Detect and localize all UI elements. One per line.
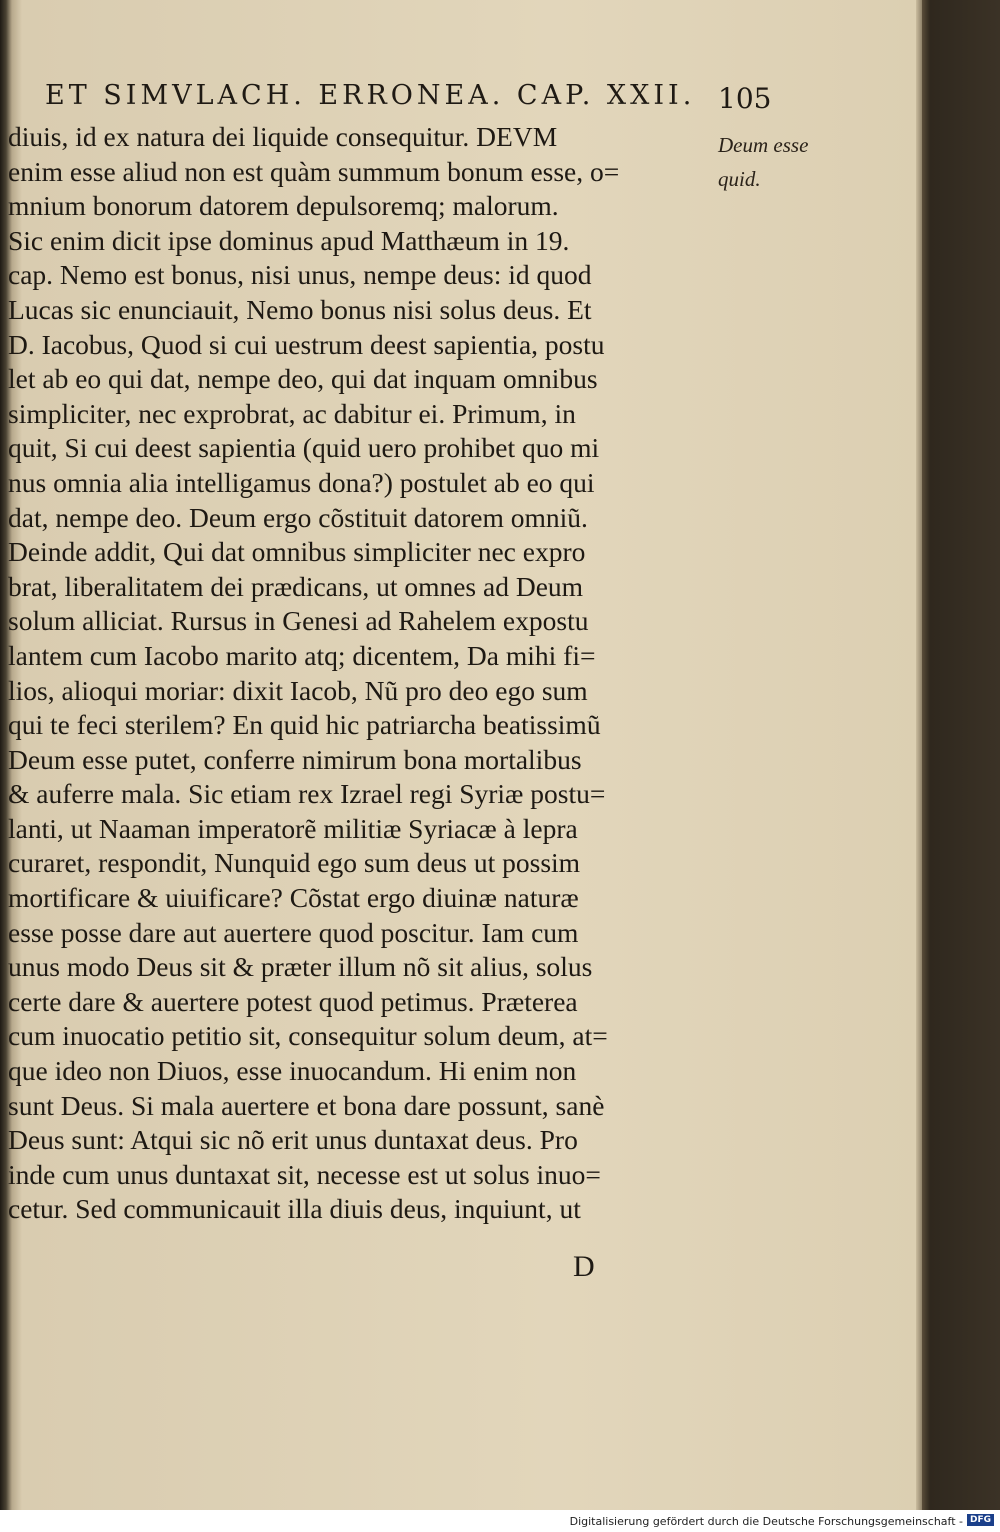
text-line: unus modo Deus sit & præter illum nõ sit alius, solus [8, 951, 593, 983]
text-line: D. Iacobus, Quod si cui uestrum deest sapientia, postu [8, 328, 605, 360]
dfg-logo: DFG [967, 1514, 994, 1526]
margin-note-line: quid. [718, 167, 761, 191]
body-text [8, 120, 710, 1227]
text-line: quit, Si cui deest sapientia (quid uero prohibet quo mi [8, 432, 600, 464]
text-line: lantem cum Iacobo marito atq; dicentem, Da mihi fi= [8, 639, 596, 671]
text-line: mnium bonorum datorem depulsoremq; malorum. [8, 190, 559, 222]
text-line: esse posse dare aut auertere quod poscitur. Iam cum [8, 916, 579, 948]
text-line: dat, nempe deo. Deum ergo cõstituit datorem omniũ. [8, 501, 588, 533]
text-line: cum inuocatio petitio sit, consequitur solum deum, at= [8, 1020, 608, 1052]
text-line: Sic enim dicit ipse dominus apud Matthæum in 19. [8, 224, 570, 256]
text-line: que ideo non Diuos, esse inuocandum. Hi enim non [8, 1055, 577, 1087]
margin-note [718, 128, 828, 196]
folio-number: 105 [718, 82, 772, 115]
text-line: Deinde addit, Qui dat omnibus simpliciter nec expro [8, 536, 586, 568]
text-line: nus omnia alia intelligamus dona?) postulet ab eo qui [8, 466, 595, 498]
text-line: solum alliciat. Rursus in Genesi ad Rahelem expostu [8, 605, 589, 637]
text-line: let ab eo qui dat, nempe deo, qui dat inquam omnibus [8, 363, 598, 395]
text-line: inde cum unus duntaxat sit, necesse est ut solus inuo= [8, 1158, 601, 1190]
text-line: sunt Deus. Si mala auertere et bona dare possunt, sanè [8, 1089, 605, 1121]
text-line: qui te feci sterilem? En quid hic patriarcha beatissimũ [8, 709, 601, 741]
text-line: brat, liberalitatem dei prædicans, ut omnes ad Deum [8, 570, 584, 602]
text-line: curaret, respondit, Nunquid ego sum deus ut possim [8, 847, 581, 879]
text-line: certe dare & auertere potest quod petimus. Præterea [8, 985, 578, 1017]
text-line: Deus sunt: Atqui sic nõ erit unus duntaxat deus. Pro [8, 1124, 578, 1156]
text-line: Lucas sic enunciauit, Nemo bonus nisi solus deus. Et [8, 293, 592, 325]
text-line: diuis, id ex natura dei liquide consequitur. DEVM [8, 121, 558, 152]
page-edge [922, 0, 1000, 1510]
text-line: lanti, ut Naaman imperatorẽ militiæ Syriacæ à lepra [8, 812, 578, 844]
margin-note-line: Deum esse [718, 133, 809, 157]
text-line: cap. Nemo est bonus, nisi unus, nempe deus: id quod [8, 259, 592, 291]
footer-bar [0, 1510, 1000, 1532]
signature-mark: D [573, 1250, 595, 1283]
text-line: cetur. Sed communicauit illa diuis deus, inquiunt, ut [8, 1193, 581, 1225]
text-line: simpliciter, nec exprobrat, ac dabitur ei. Primum, in [8, 397, 576, 429]
text-line: enim esse aliud non est quàm summum bonum esse, o= [8, 155, 620, 187]
running-head: ET SIMVLACH. ERRONEA. CAP. XXII. [45, 80, 696, 111]
text-line: Deum esse putet, conferre nimirum bona mortalibus [8, 743, 582, 775]
text-line: lios, alioqui moriar: dixit Iacob, Nũ pro deo ego sum [8, 674, 588, 706]
text-line: & auferre mala. Sic etiam rex Izrael regi Syriæ postu= [8, 778, 606, 810]
text-line: mortificare & uiuificare? Cõstat ergo diuinæ naturæ [8, 882, 579, 914]
footer-credit: Digitalisierung gefördert durch die Deutsche Forschungsgemeinschaft - [569, 1515, 963, 1528]
